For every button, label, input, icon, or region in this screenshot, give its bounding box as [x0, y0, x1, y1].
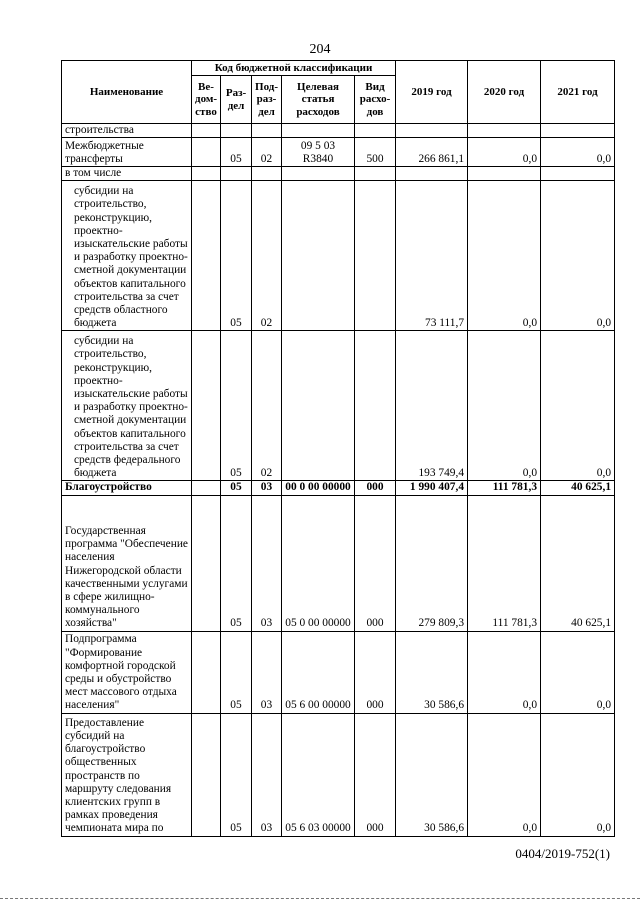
row-vid: 500	[355, 138, 396, 167]
row-2019	[396, 167, 468, 181]
row-name: Государственная программа "Обеспечение населения Нижегородской области качественными услугами в сфере жилищно-коммунального хозяйства"	[62, 495, 192, 631]
row-vid: 000	[355, 495, 396, 631]
row-vid	[355, 167, 396, 181]
row-2020: 0,0	[468, 331, 541, 481]
row-tselevaya: 05 6 00 00000	[282, 631, 355, 713]
table-row	[62, 167, 615, 181]
table-row	[62, 138, 615, 167]
row-2019: 30 586,6	[396, 713, 468, 836]
row-ved	[192, 631, 221, 713]
row-ved	[192, 495, 221, 631]
page-number: 204	[309, 42, 331, 57]
row-razdel: 05	[221, 331, 252, 481]
row-vid: 000	[355, 631, 396, 713]
row-2020: 111 781,3	[468, 481, 541, 495]
row-2021: 0,0	[541, 138, 615, 167]
header-vedomstvo: Ве-дом-ство	[192, 76, 221, 124]
row-tselevaya	[282, 167, 355, 181]
row-tselevaya: 05 6 03 00000	[282, 713, 355, 836]
table-row	[62, 713, 615, 836]
row-2019: 73 111,7	[396, 181, 468, 331]
row-2021: 0,0	[541, 331, 615, 481]
row-2021: 40 625,1	[541, 481, 615, 495]
row-podrazdel: 03	[252, 713, 282, 836]
row-razdel: 05	[221, 631, 252, 713]
row-2019: 193 749,4	[396, 331, 468, 481]
row-name: в том числе	[62, 167, 192, 181]
row-podrazdel: 03	[252, 631, 282, 713]
row-2019: 266 861,1	[396, 138, 468, 167]
row-2021: 0,0	[541, 713, 615, 836]
row-2021: 0,0	[541, 631, 615, 713]
row-name: Благоустройство	[62, 481, 192, 495]
table-row	[62, 631, 615, 713]
row-tselevaya	[282, 331, 355, 481]
row-2021	[541, 124, 615, 138]
header-tselevaya: Целевая статья расходов	[282, 76, 355, 124]
row-tselevaya	[282, 181, 355, 331]
row-ved	[192, 138, 221, 167]
row-tselevaya: 09 5 03 R3840	[282, 138, 355, 167]
row-name: субсидии на строительство, реконструкцию, проектно-изыскательские работы и разработку проектно-сметной документации объектов капитального строительства за счет средств федерального бюджета	[62, 331, 192, 481]
row-2020: 0,0	[468, 181, 541, 331]
row-2020: 111 781,3	[468, 495, 541, 631]
row-2019: 30 586,6	[396, 631, 468, 713]
row-tselevaya: 00 0 00 00000	[282, 481, 355, 495]
row-ved	[192, 331, 221, 481]
row-podrazdel	[252, 167, 282, 181]
row-name: Предоставление субсидий на благоустройство общественных пространств по маршруту следования клиентских групп в рамках проведения чемпионата мира по	[62, 713, 192, 836]
row-razdel	[221, 124, 252, 138]
row-2019: 279 809,3	[396, 495, 468, 631]
row-2019	[396, 124, 468, 138]
row-ved	[192, 124, 221, 138]
row-ved	[192, 167, 221, 181]
header-razdel: Раз-дел	[221, 76, 252, 124]
row-vid	[355, 124, 396, 138]
header-code-group: Код бюджетной классификации	[192, 61, 396, 76]
row-ved	[192, 481, 221, 495]
row-name: Подпрограмма "Формирование комфортной городской среды и обустройство мест массового отдыха населения"	[62, 631, 192, 713]
document-code: 0404/2019-752(1)	[515, 846, 610, 861]
row-2020	[468, 167, 541, 181]
row-razdel: 05	[221, 181, 252, 331]
header-podrazdel: Под-раз-дел	[252, 76, 282, 124]
row-podrazdel: 03	[252, 481, 282, 495]
row-ved	[192, 713, 221, 836]
table-row	[62, 481, 615, 495]
row-2020: 0,0	[468, 631, 541, 713]
header-2020: 2020 год	[468, 61, 541, 124]
header-name: Наименование	[62, 61, 192, 124]
row-podrazdel: 02	[252, 138, 282, 167]
row-razdel: 05	[221, 495, 252, 631]
header-vid: Вид расхо-дов	[355, 76, 396, 124]
row-podrazdel	[252, 124, 282, 138]
row-tselevaya: 05 0 00 00000	[282, 495, 355, 631]
row-2020: 0,0	[468, 138, 541, 167]
row-ved	[192, 181, 221, 331]
row-2020: 0,0	[468, 713, 541, 836]
row-name: Межбюджетные трансферты	[62, 138, 192, 167]
row-name: субсидии на строительство, реконструкцию, проектно-изыскательские работы и разработку проектно-сметной документации объектов капитального строительства за счет средств областного бюджета	[62, 181, 192, 331]
row-name: строительства	[62, 124, 192, 138]
row-podrazdel: 02	[252, 331, 282, 481]
row-2020	[468, 124, 541, 138]
row-vid	[355, 331, 396, 481]
row-vid	[355, 181, 396, 331]
row-2021: 0,0	[541, 181, 615, 331]
budget-table	[61, 60, 615, 837]
row-tselevaya	[282, 124, 355, 138]
table-row	[62, 124, 615, 138]
table-row	[62, 331, 615, 481]
page-edge-divider	[0, 898, 640, 900]
row-2019: 1 990 407,4	[396, 481, 468, 495]
table-row	[62, 181, 615, 331]
row-razdel: 05	[221, 713, 252, 836]
row-2021: 40 625,1	[541, 495, 615, 631]
row-podrazdel: 03	[252, 495, 282, 631]
row-razdel: 05	[221, 138, 252, 167]
row-podrazdel: 02	[252, 181, 282, 331]
row-2021	[541, 167, 615, 181]
table-row	[62, 495, 615, 631]
header-2021: 2021 год	[541, 61, 615, 124]
header-2019: 2019 год	[396, 61, 468, 124]
row-razdel	[221, 167, 252, 181]
row-vid: 000	[355, 481, 396, 495]
row-razdel: 05	[221, 481, 252, 495]
row-vid: 000	[355, 713, 396, 836]
